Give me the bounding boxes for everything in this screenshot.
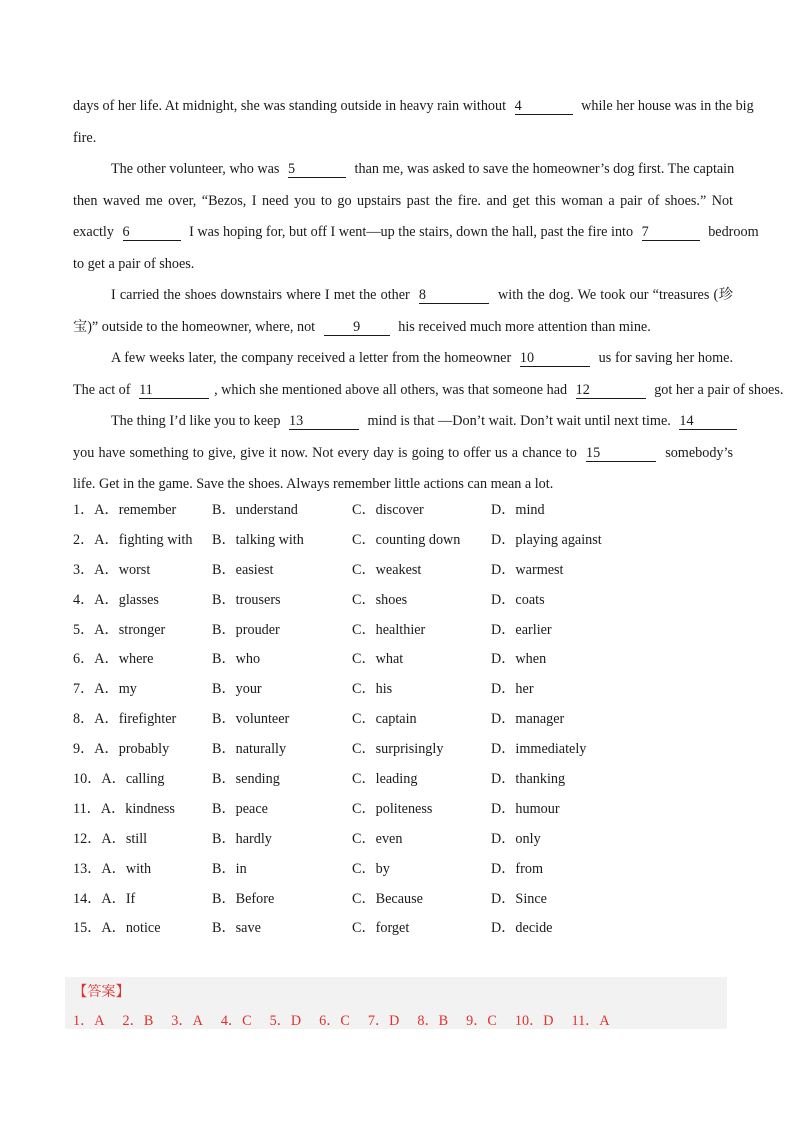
answer-list xyxy=(73,1010,628,1030)
option-c: C．politeness xyxy=(352,800,433,817)
option-b: B．who xyxy=(212,651,261,668)
answer-item: 4．C xyxy=(220,1013,252,1029)
question-row xyxy=(73,795,753,825)
option-b: B．peace xyxy=(212,800,268,817)
option-b: B．in xyxy=(212,860,247,877)
option-a-text: A．glasses xyxy=(94,591,159,608)
option-d: D．earlier xyxy=(491,621,552,638)
question-row xyxy=(73,885,753,915)
answer-item: 6．C xyxy=(319,1013,350,1029)
option-b: B．easiest xyxy=(212,561,274,578)
answer-item: 1．A xyxy=(73,1013,105,1029)
option-b: B．save xyxy=(212,920,261,937)
option-b: B．volunteer xyxy=(212,711,290,728)
option-b: B．your xyxy=(212,681,262,698)
question-number: 4． xyxy=(73,591,95,608)
option-a-text: A．where xyxy=(94,651,154,668)
option-a xyxy=(73,825,147,853)
option-a-text: A．probably xyxy=(94,741,170,758)
answer-title: 【答案】 xyxy=(73,984,130,1000)
option-b: B．prouder xyxy=(212,621,280,638)
passage-line: The other volunteer, who was 5 than me, was asked to save the homeowner’s dog first. The captain xyxy=(111,161,735,177)
question-number: 6． xyxy=(73,651,95,668)
option-d: D．coats xyxy=(491,591,545,608)
option-d: D．immediately xyxy=(491,741,587,758)
answer-item: 5．D xyxy=(269,1013,302,1029)
option-b: B．trousers xyxy=(212,591,281,608)
option-d: D．Since xyxy=(491,890,547,907)
question-number: 1． xyxy=(73,502,95,518)
question-row xyxy=(73,914,753,944)
blank-6: 6 xyxy=(123,224,181,241)
question-number: 14． xyxy=(73,890,102,907)
question-number: 10． xyxy=(73,771,102,788)
option-a xyxy=(73,735,169,763)
option-d: D．thanking xyxy=(491,771,566,788)
option-c: C．forget xyxy=(352,920,410,937)
passage-line: 宝)” outside to the homeowner, where, not 9 his received much more attention than mine. xyxy=(73,318,651,335)
option-a-text: A．remember xyxy=(94,502,177,518)
answer-item: 3．A xyxy=(171,1013,203,1029)
question-number: 9． xyxy=(73,741,95,758)
option-a xyxy=(73,645,153,673)
question-row xyxy=(73,735,753,765)
option-d: D．decide xyxy=(491,920,553,937)
option-a-text: A．If xyxy=(101,890,136,907)
option-a xyxy=(73,526,192,554)
passage-line: then waved me over, “Bezos, I need you to go upstairs past the fire. and get this woman a pair of shoes.” Not xyxy=(73,192,733,209)
question-row xyxy=(73,675,753,705)
question-number: 8． xyxy=(73,711,95,728)
option-c: C．what xyxy=(352,651,404,668)
option-b: B．talking with xyxy=(212,531,304,548)
option-a-text: A．my xyxy=(94,681,137,698)
passage-line: fire. xyxy=(73,129,97,146)
option-c: C．by xyxy=(352,860,390,877)
question-number: 5． xyxy=(73,621,95,638)
option-a xyxy=(73,496,176,524)
option-a-text: A．worst xyxy=(94,561,151,578)
option-a xyxy=(73,705,176,733)
option-c: C．healthier xyxy=(352,621,426,638)
blank-11: 11 xyxy=(139,382,209,399)
option-c: C．weakest xyxy=(352,561,422,578)
question-options-list xyxy=(73,496,753,944)
passage-line: I carried the shoes downstairs where I met the other 8 with the dog. We took our “treasures (珍 xyxy=(111,287,733,303)
option-b: B．understand xyxy=(212,502,298,518)
answer-item: 8．B xyxy=(417,1013,449,1029)
blank-12: 12 xyxy=(576,382,646,399)
option-d: D．manager xyxy=(491,711,565,728)
option-a-text: A．firefighter xyxy=(94,711,177,728)
cloze-passage xyxy=(73,93,784,503)
option-a-text: A．fighting with xyxy=(94,531,193,548)
option-d: D．from xyxy=(491,860,544,877)
option-d: D．mind xyxy=(491,502,545,518)
option-c: C．leading xyxy=(352,771,418,788)
option-c: C．Because xyxy=(352,890,423,907)
answer-item: 11．A xyxy=(571,1013,610,1029)
question-row xyxy=(73,825,753,855)
blank-13: 13 xyxy=(289,413,359,430)
option-b: B．hardly xyxy=(212,830,272,847)
option-c: C．even xyxy=(352,830,403,847)
question-number: 2． xyxy=(73,531,95,548)
option-d: D．playing against xyxy=(491,531,602,548)
question-number: 3． xyxy=(73,561,95,578)
question-row xyxy=(73,556,753,586)
option-a-text: A．notice xyxy=(101,920,161,937)
passage-line: days of her life. At midnight, she was standing outside in heavy rain without 4 while her house was in the big xyxy=(73,98,754,114)
passage-line: The thing I’d like you to keep 13 mind is that —Don’t wait. Don’t wait until next time. 14 xyxy=(73,408,733,440)
blank-8: 8 xyxy=(419,287,489,304)
question-number: 7． xyxy=(73,681,95,698)
option-d: D．warmest xyxy=(491,561,564,578)
option-d: D．only xyxy=(491,830,541,847)
answer-section xyxy=(65,977,727,1029)
passage-line: exactly 6 I was hoping for, but off I went—up the stairs, down the hall, past the fire into 7 bedroom xyxy=(73,224,759,240)
option-a-text: A．still xyxy=(101,830,148,847)
question-number: 12． xyxy=(73,830,102,847)
option-a xyxy=(73,556,150,584)
blank-4: 4 xyxy=(515,98,573,115)
answer-item: 9．C xyxy=(466,1013,497,1029)
option-a-text: A．calling xyxy=(101,771,165,788)
option-c: C．his xyxy=(352,681,393,698)
option-c: C．shoes xyxy=(352,591,408,608)
blank-5: 5 xyxy=(288,161,346,178)
passage-line: The act of 11 , which she mentioned above all others, was that someone had 12 got her a pair of shoes. xyxy=(73,381,784,398)
option-a xyxy=(73,675,137,703)
answer-item: 2．B xyxy=(122,1013,154,1029)
blank-7: 7 xyxy=(642,224,700,241)
question-row xyxy=(73,705,753,735)
option-a xyxy=(73,586,159,614)
question-row xyxy=(73,645,753,675)
blank-10: 10 xyxy=(520,350,590,367)
blank-9: 9 xyxy=(324,319,390,336)
passage-line: to get a pair of shoes. xyxy=(73,255,195,272)
option-b: B．naturally xyxy=(212,741,287,758)
question-number: 13． xyxy=(73,860,102,877)
question-row xyxy=(73,855,753,885)
passage-line: you have something to give, give it now. Not every day is going to offer us a chance to 15 somebody’s xyxy=(73,444,733,461)
option-a-text: A．stronger xyxy=(94,621,166,638)
option-a xyxy=(73,795,175,823)
option-c: C．surprisingly xyxy=(352,741,444,758)
option-a xyxy=(73,914,161,942)
passage-line: A few weeks later, the company received a letter from the homeowner 10 us for saving her home. xyxy=(111,350,733,366)
question-row xyxy=(73,496,753,526)
option-a-text: A．kindness xyxy=(100,800,175,817)
question-number: 11． xyxy=(73,800,101,817)
option-b: B．Before xyxy=(212,890,275,907)
blank-15: 15 xyxy=(586,445,656,462)
option-a xyxy=(73,616,165,644)
option-c: C．discover xyxy=(352,502,424,518)
question-row xyxy=(73,765,753,795)
option-c: C．captain xyxy=(352,711,417,728)
question-row xyxy=(73,526,753,556)
option-d: D．her xyxy=(491,681,534,698)
passage-line: life. Get in the game. Save the shoes. Always remember little actions can mean a lot. xyxy=(73,476,554,492)
option-a xyxy=(73,885,135,913)
question-row xyxy=(73,616,753,646)
option-c: C．counting down xyxy=(352,531,461,548)
option-d: D．humour xyxy=(491,800,560,817)
answer-item: 7．D xyxy=(367,1013,400,1029)
option-a xyxy=(73,855,151,883)
option-d: D．when xyxy=(491,651,547,668)
question-row xyxy=(73,586,753,616)
answer-item: 10．D xyxy=(514,1013,554,1029)
blank-14: 14 xyxy=(679,413,737,430)
option-a-text: A．with xyxy=(101,860,152,877)
question-number: 15． xyxy=(73,920,102,937)
option-a xyxy=(73,765,164,793)
option-b: B．sending xyxy=(212,771,280,788)
